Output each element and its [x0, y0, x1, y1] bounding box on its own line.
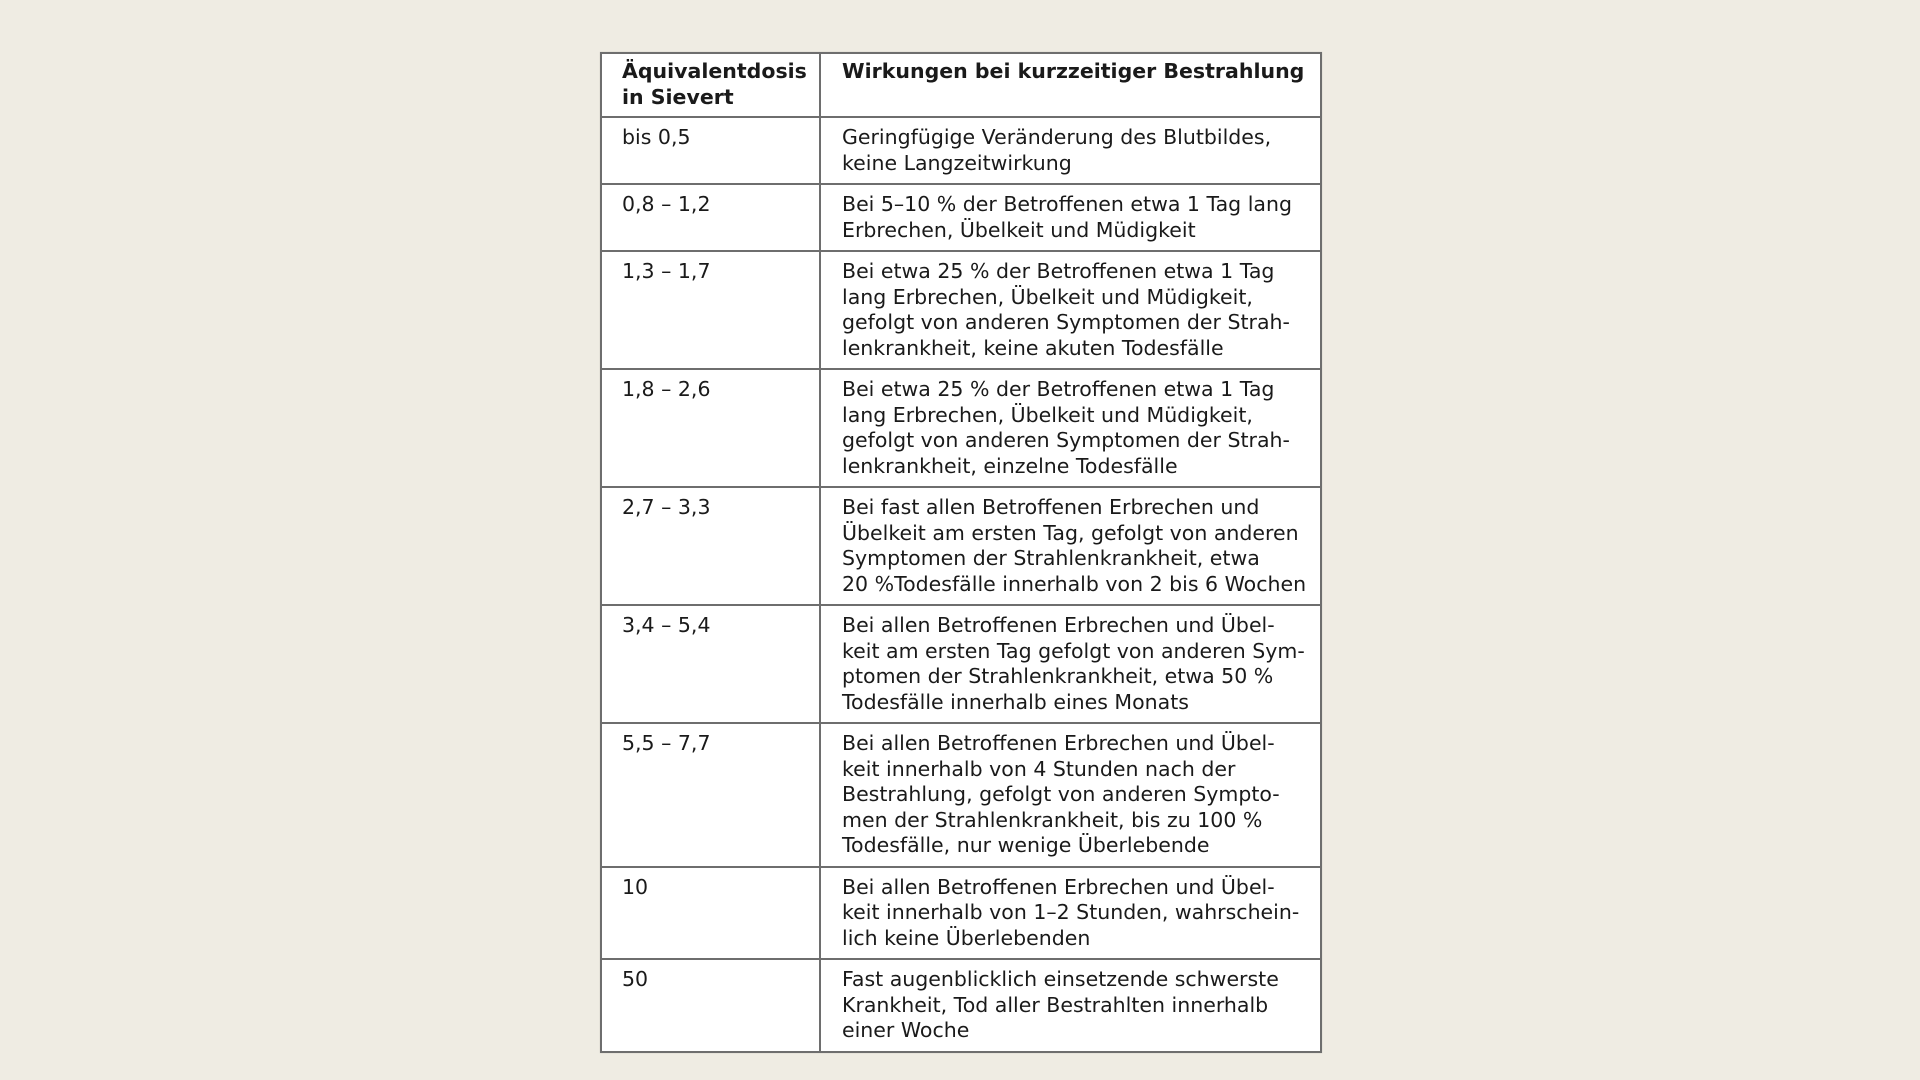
effect-text-line: Todesfälle, nur wenige Überlebende — [842, 833, 1210, 857]
dose-cell — [602, 369, 820, 487]
effect-cell — [820, 959, 1320, 1051]
table-body — [602, 117, 1320, 1051]
dose-value: 50 — [622, 967, 649, 991]
effect-cell — [820, 117, 1320, 184]
effect-text-line: Übelkeit am ersten Tag, gefolgt von anderen — [842, 520, 1299, 545]
effect-cell — [820, 487, 1320, 605]
dose-value: 2,7 – 3,3 — [622, 495, 711, 519]
effect-text-line: lenkrankheit, keine akuten Todesfälle — [842, 335, 1224, 360]
header-dose-line: Äquivalentdosis — [622, 59, 807, 83]
effect-text-line: men der Strahlenkrankheit, bis zu 100 % — [842, 807, 1263, 832]
table-row — [602, 487, 1320, 605]
effect-text-line: keit innerhalb von 1–2 Stunden, wahrschein- — [842, 900, 1300, 924]
effect-text-line: lang Erbrechen, Übelkeit und Müdigkeit, — [842, 284, 1253, 309]
dose-cell — [602, 117, 820, 184]
table-row — [602, 959, 1320, 1051]
effect-text-line: keit innerhalb von 4 Stunden nach der — [842, 756, 1236, 781]
table-row — [602, 867, 1320, 960]
table-header-row — [602, 54, 1320, 117]
effect-text-line: Bei etwa 25 % der Betroffenen etwa 1 Tag — [842, 377, 1275, 401]
effect-text-line: gefolgt von anderen Symptomen der Strah- — [842, 428, 1290, 452]
dose-cell — [602, 959, 820, 1051]
effect-text-line: lang Erbrechen, Übelkeit und Müdigkeit, — [842, 402, 1253, 427]
table-row — [602, 184, 1320, 251]
dose-cell — [602, 184, 820, 251]
table-row — [602, 369, 1320, 487]
dose-value: 0,8 – 1,2 — [622, 192, 711, 216]
effect-text-line: keine Langzeitwirkung — [842, 150, 1072, 175]
effect-cell — [820, 867, 1320, 960]
header-dose-line: in Sievert — [622, 84, 734, 109]
effect-text-line: einer Woche — [842, 1018, 970, 1042]
dose-value: 1,3 – 1,7 — [622, 259, 711, 283]
effect-cell — [820, 251, 1320, 369]
dose-value: 5,5 – 7,7 — [622, 731, 711, 755]
effect-text-line: Bestrahlung, gefolgt von anderen Sympto- — [842, 782, 1280, 806]
effect-cell — [820, 369, 1320, 487]
effect-text-line: Bei allen Betroffenen Erbrechen und Übel- — [842, 613, 1275, 637]
effect-cell — [820, 605, 1320, 723]
effect-text-line: Bei fast allen Betroffenen Erbrechen und — [842, 495, 1260, 519]
dose-value: 1,8 – 2,6 — [622, 377, 711, 401]
effect-cell — [820, 723, 1320, 867]
effect-text-line: Krankheit, Tod aller Bestrahlten innerhalb — [842, 992, 1269, 1017]
effect-text-line: lenkrankheit, einzelne Todesfälle — [842, 453, 1178, 478]
effect-text-line: Geringfügige Veränderung des Blutbildes, — [842, 125, 1272, 149]
dose-cell — [602, 723, 820, 867]
effect-text-line: Erbrechen, Übelkeit und Müdigkeit — [842, 217, 1196, 242]
table-row — [602, 723, 1320, 867]
effect-text-line: 20 %Todesfälle innerhalb von 2 bis 6 Wochen — [842, 571, 1307, 596]
radiation-effects-table — [600, 52, 1322, 1053]
effect-text-line: Fast augenblicklich einsetzende schwerste — [842, 967, 1279, 991]
header-dose — [602, 54, 820, 117]
effect-text-line: Todesfälle innerhalb eines Monats — [842, 689, 1189, 714]
table-row — [602, 251, 1320, 369]
effect-text-line: Bei 5–10 % der Betroffenen etwa 1 Tag lang — [842, 192, 1292, 216]
effect-text-line: lich keine Überlebenden — [842, 925, 1091, 950]
effect-text-line: Symptomen der Strahlenkrankheit, etwa — [842, 546, 1260, 570]
effect-text-line: gefolgt von anderen Symptomen der Strah- — [842, 310, 1290, 334]
effect-text-line: Bei allen Betroffenen Erbrechen und Übel- — [842, 731, 1275, 755]
dose-cell — [602, 605, 820, 723]
effect-text-line: Bei etwa 25 % der Betroffenen etwa 1 Tag — [842, 259, 1275, 283]
header-effect — [820, 54, 1320, 117]
effect-text-line: ptomen der Strahlenkrankheit, etwa 50 % — [842, 664, 1274, 688]
dose-value: 3,4 – 5,4 — [622, 613, 711, 637]
effect-cell — [820, 184, 1320, 251]
table-row — [602, 605, 1320, 723]
dose-cell — [602, 867, 820, 960]
dose-cell — [602, 487, 820, 605]
dose-cell — [602, 251, 820, 369]
header-effect-line: Wirkungen bei kurzzeitiger Bestrahlung — [842, 59, 1305, 83]
effect-text-line: keit am ersten Tag gefolgt von anderen Sym- — [842, 638, 1305, 663]
dose-value: bis 0,5 — [622, 125, 691, 149]
dose-effects-table — [602, 54, 1320, 1051]
dose-value: 10 — [622, 874, 649, 899]
table-row — [602, 117, 1320, 184]
effect-text-line: Bei allen Betroffenen Erbrechen und Übel- — [842, 874, 1275, 899]
